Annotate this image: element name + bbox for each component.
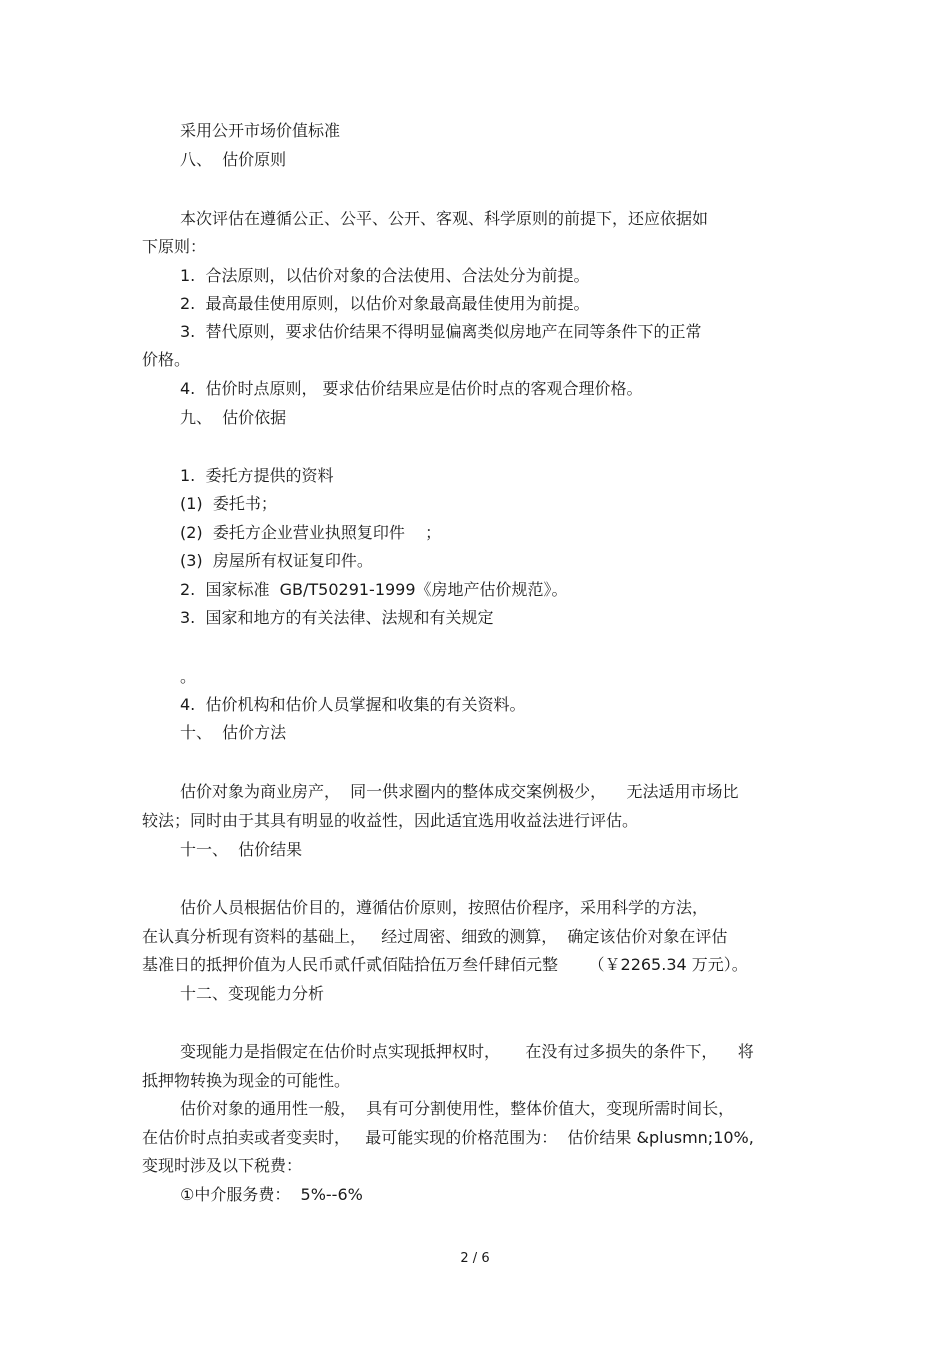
- paragraph-line: 较法；同时由于其具有明显的收益性，因此适宜选用收益法进行评估。: [142, 811, 639, 830]
- list-item-continuation: 。: [180, 667, 197, 686]
- paragraph-line: 在估价时点拍卖或者变卖时， 最可能实现的价格范围为： 估价结果 &plusmn;10%,: [142, 1128, 754, 1147]
- text-line: 采用公开市场价值标准: [180, 121, 341, 140]
- paragraph-line: 本次评估在遵循公正、公平、公开、客观、科学原则的前提下，还应依据如: [180, 209, 709, 228]
- paragraph-line: 变现能力是指假定在估价时点实现抵押权时， 在没有过多损失的条件下， 将: [180, 1042, 754, 1061]
- list-item: 1. 委托方提供的资料: [180, 466, 334, 485]
- paragraph-line: 变现时涉及以下税费：: [142, 1156, 303, 1175]
- list-item: ①中介服务费： 5%--6%: [180, 1185, 363, 1204]
- paragraph-line: 抵押物转换为现金的可能性。: [142, 1071, 351, 1090]
- paragraph-line: 在认真分析现有资料的基础上， 经过周密、细致的测算， 确定该估价对象在评估: [142, 927, 728, 946]
- paragraph-line: 下原则：: [142, 237, 207, 256]
- page-number: 2 / 6: [460, 1251, 490, 1266]
- paragraph-line: 基准日的抵押价值为人民币贰仟贰佰陆拾伍万叁仟肆佰元整 （￥2265.34 万元）。: [142, 955, 748, 974]
- section-heading: 十二、变现能力分析: [180, 984, 325, 1003]
- paragraph-line: 估价人员根据估价目的，遵循估价原则，按照估价程序，采用科学的方法，: [180, 898, 709, 917]
- section-heading: 十、 估价方法: [180, 723, 287, 742]
- list-item: 3. 国家和地方的有关法律、法规和有关规定: [180, 608, 494, 627]
- list-item: (3) 房屋所有权证复印件。: [180, 551, 373, 570]
- paragraph-line: 估价对象的通用性一般， 具有可分割使用性，整体价值大，变现所需时间长，: [180, 1099, 735, 1118]
- paragraph-line: 估价对象为商业房产， 同一供求圈内的整体成交案例极少， 无法适用市场比: [180, 782, 739, 801]
- list-item: 3. 替代原则，要求估价结果不得明显偏离类似房地产在同等条件下的正常: [180, 322, 702, 341]
- section-heading: 八、 估价原则: [180, 150, 287, 169]
- section-heading: 九、 估价依据: [180, 408, 287, 427]
- list-item: (2) 委托方企业营业执照复印件 ；: [180, 523, 442, 542]
- list-item: 4. 估价时点原则， 要求估价结果应是估价时点的客观合理价格。: [180, 379, 643, 398]
- list-item: 2. 最高最佳使用原则，以估价对象最高最佳使用为前提。: [180, 294, 590, 313]
- list-item-continuation: 价格。: [142, 350, 191, 369]
- list-item: 1. 合法原则，以估价对象的合法使用、合法处分为前提。: [180, 266, 590, 285]
- list-item: 2. 国家标准 GB/T50291-1999《房地产估价规范》。: [180, 580, 568, 599]
- section-heading: 十一、 估价结果: [180, 840, 303, 859]
- list-item: (1) 委托书；: [180, 494, 277, 513]
- list-item: 4. 估价机构和估价人员掌握和收集的有关资料。: [180, 695, 526, 714]
